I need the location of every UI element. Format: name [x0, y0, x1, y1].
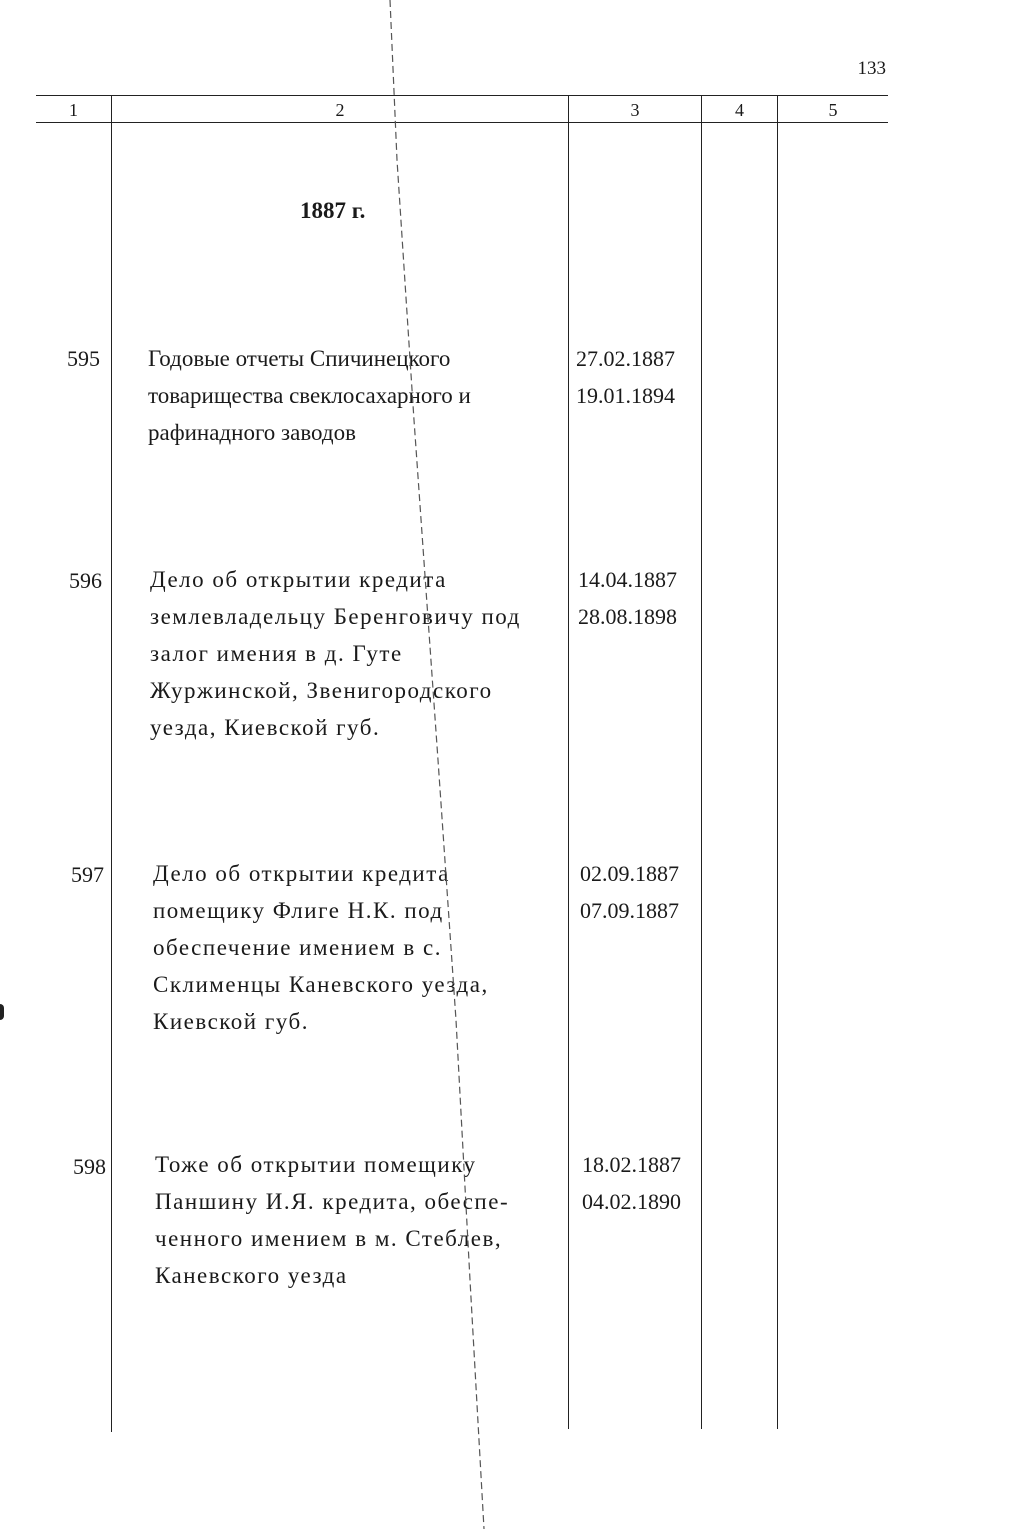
row-title-line: помещику Флиге Н.К. под: [153, 898, 444, 923]
row-title-line: залог имения в д. Гуте: [150, 641, 403, 666]
row-date: 07.09.1887: [580, 898, 679, 923]
row-title-line: ченного имением в м. Стеблев,: [155, 1226, 503, 1251]
row-date: 02.09.1887: [580, 861, 679, 886]
row-title: [155, 1146, 547, 1294]
column-divider-3-4: [701, 95, 702, 1429]
margin-mark: [0, 1004, 4, 1020]
row-title-line: уезда, Киевской губ.: [150, 715, 381, 740]
table-top-rule: [36, 95, 888, 96]
row-number: 597: [71, 862, 104, 887]
column-header-1: 1: [69, 100, 78, 120]
column-header-2: 2: [335, 100, 345, 120]
row-dates: [580, 855, 679, 929]
column-header-4: 4: [735, 100, 744, 120]
column-divider-4-5: [777, 95, 778, 1429]
row-title: [150, 561, 542, 746]
row-dates: [578, 561, 677, 635]
row-date: 28.08.1898: [578, 604, 677, 629]
row-date: 04.02.1890: [582, 1189, 681, 1214]
row-date: 19.01.1894: [576, 383, 675, 408]
row-date: 14.04.1887: [578, 567, 677, 592]
row-title-line: Паншину И.Я. кредита, обеспе-: [155, 1189, 510, 1214]
row-number: 596: [69, 568, 102, 593]
row-number: 595: [67, 346, 100, 371]
row-title-line: товарищества свеклосахарного и: [148, 383, 471, 408]
column-header-3: 3: [630, 100, 640, 120]
column-divider-1-2: [111, 95, 112, 1432]
row-title-line: Дело об открытии кредита: [150, 567, 447, 592]
row-title-line: Журжинской, Звенигородского: [150, 678, 493, 703]
column-header-5: 5: [828, 100, 838, 120]
row-title-line: рафинадного заводов: [148, 420, 356, 445]
row-title-line: Киевской губ.: [153, 1009, 309, 1034]
row-title: [148, 340, 540, 451]
row-date: 18.02.1887: [582, 1152, 681, 1177]
row-title-line: Тоже об открытии помещику: [155, 1152, 477, 1177]
row-title-line: землевладельцу Беренговичу под: [150, 604, 521, 629]
table-header-rule: [36, 122, 888, 123]
row-number: 598: [73, 1154, 106, 1179]
row-title-line: Дело об открытии кредита: [153, 861, 450, 886]
row-title-line: Каневского уезда: [155, 1263, 348, 1288]
row-title-line: Годовые отчеты Спичинецкого: [148, 346, 451, 371]
row-date: 27.02.1887: [576, 346, 675, 371]
row-title-line: Склименцы Каневского уезда,: [153, 972, 489, 997]
year-heading: 1887 г.: [300, 198, 366, 223]
row-title-line: обеспечение имением в с.: [153, 935, 442, 960]
row-title: [153, 855, 545, 1040]
page-number: 133: [857, 58, 886, 79]
row-dates: [576, 340, 675, 414]
row-dates: [582, 1146, 681, 1220]
column-divider-2-3: [568, 95, 569, 1429]
